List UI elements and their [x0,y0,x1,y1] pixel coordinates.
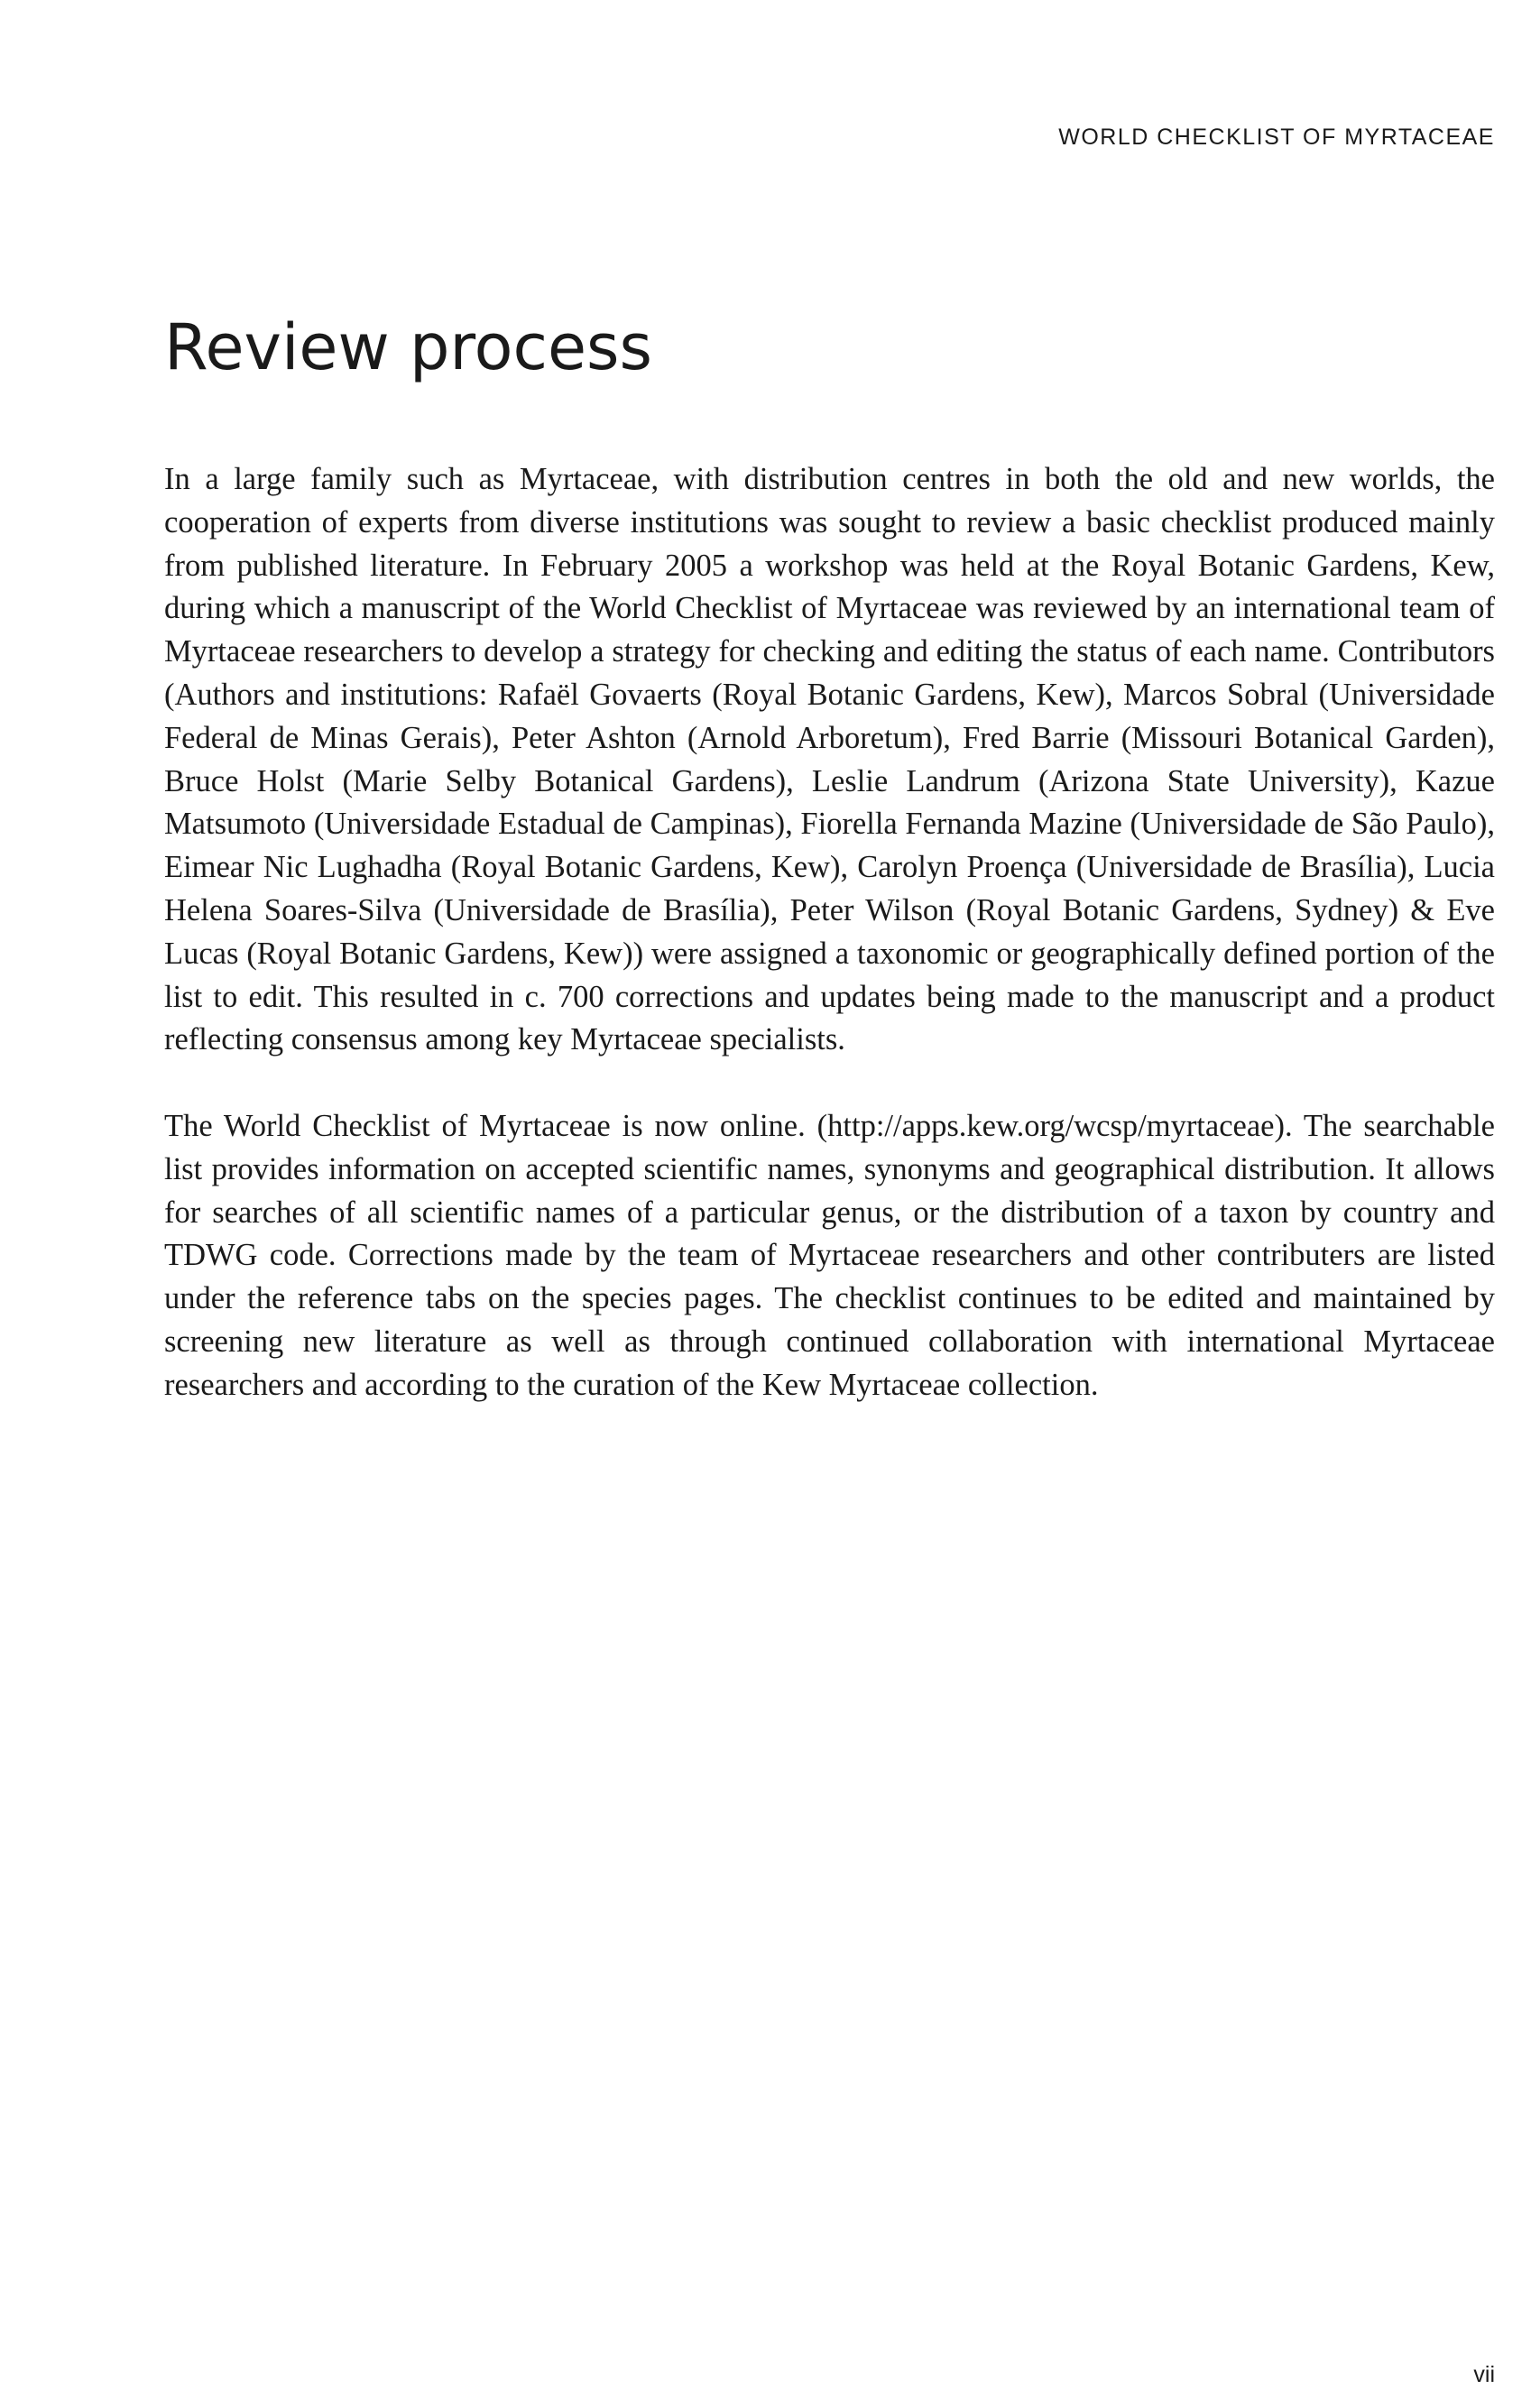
paragraph-online-checklist: The World Checklist of Myrtaceae is now online. (http://apps.kew.org/wcsp/myrtaceae). The searchable list provides information on accepted scientific names, synonyms and geographical distribution. It allows for searches of all scientific names of a particular genus, or the distribution of a taxon by country and TDWG code. Corrections made by the team of Myrtaceae researchers and other contributers are listed under the reference tabs on the species pages. The checklist continues to be edited and maintained by screening new literature as well as through continued collaboration with international Myrtaceae researchers and according to the curation of the Kew Myrtaceae collection. [164,1108,1495,1402]
body-text [164,458,1495,1407]
page-title: Review process [164,310,652,384]
page-number: vii [1473,2362,1495,2387]
paragraph-review-workshop: In a large family such as Myrtaceae, with distribution centres in both the old and new worlds, the cooperation of experts from diverse institutions was sought to review a basic checklist produced mainly from published literature. In February 2005 a workshop was held at the Royal Botanic Gardens, Kew, during which a manuscript of the World Checklist of Myrtaceae was reviewed by an international team of Myrtaceae researchers to develop a strategy for checking and editing the status of each name. Contributors (Authors and institutions: Rafaël Govaerts (Royal Botanic Gardens, Kew), Marcos Sobral (Universidade Federal de Minas Gerais), Peter Ashton (Arnold Arboretum), Fred Barrie (Missouri Botanical Garden), Bruce Holst (Marie Selby Botanical Gardens), Leslie Landrum (Arizona State University), Kazue Matsumoto (Universidade Estadual de Campinas), Fiorella Fernanda Mazine (Universidade de São Paulo), Eimear Nic Lughadha (Royal Botanic Gardens, Kew), Carolyn Proença (Universidade de Brasília), Lucia Helena Soares-Silva (Universidade de Brasília), Peter Wilson (Royal Botanic Gardens, Sydney) & Eve Lucas (Royal Botanic Gardens, Kew)) were assigned a taxonomic or geographically defined portion of the list to edit. This resulted in c. 700 corrections and updates being made to the manuscript and a product reflecting consensus among key Myrtaceae specialists. [164,462,1495,1057]
running-header: WORLD CHECKLIST OF MYRTACEAE [1058,125,1495,150]
